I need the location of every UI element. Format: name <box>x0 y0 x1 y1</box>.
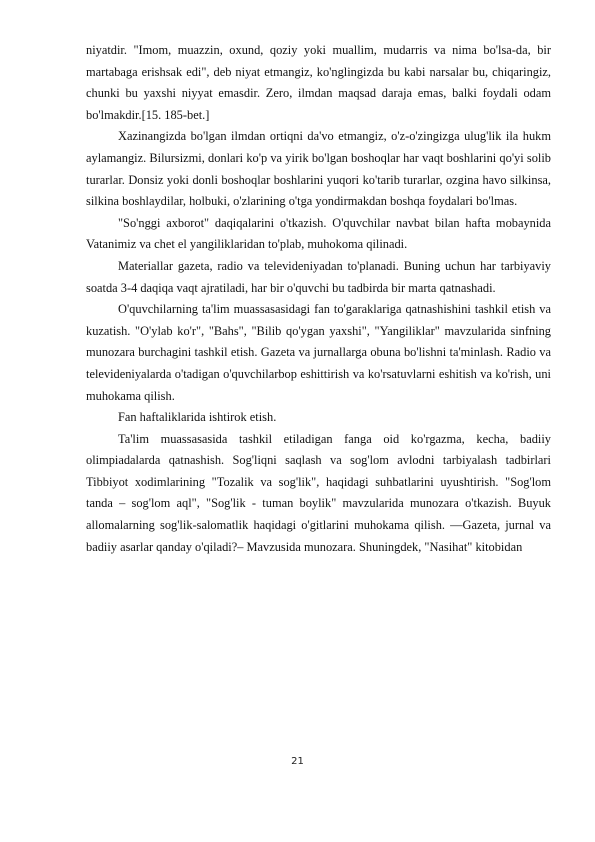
paragraph-7: Ta'lim muassasasida tashkil etiladigan fanga oid ko'rgazma, kecha, badiiy olimpiadalarda qatnashish. Sog'liqni saqlash va sog'lom avlodni tarbiyalash tadbirlari Tibbiyot xodimlarining "Tozalik va sog'lik", haqidagi suhbatlarini uyushtirish. "Sog'lom tanda – sog'lom aql", "Sog'lik - tuman boylik" mavzularida munozara o'tkazish. Buyuk allomalarning sog'lik-salomatlik haqidagi o'gitlarini muhokama qilish. —Gazeta, jurnal va badiiy asarlar qanday o'qiladi?– Mavzusida munozara. Shuningdek, "Nasihat" kitobidan <box>86 431 551 554</box>
page-number: 21 <box>291 756 304 767</box>
paragraph-3: "So'nggi axborot" daqiqalarini o'tkazish. O'quvchilar navbat bilan hafta mobaynida Vatanimiz va chet el yangiliklaridan to'plab, muhokoma qilinadi. <box>86 215 551 252</box>
paragraph-4: Materiallar gazeta, radio va televideniyadan to'planadi. Buning uchun har tarbiyaviy soatda 3-4 daqiqa vaqt ajratiladi, har bir o'quvchi bu tadbirda bir marta qatnashadi. <box>86 258 551 295</box>
paragraph-6: Fan haftaliklarida ishtirok etish. <box>118 410 277 425</box>
paragraph-2: Xazinangizda bo'lgan ilmdan ortiqni da'vo etmangiz, o'z-o'zingizga ulug'lik ila hukm aylamangiz. Bilursizmi, donlari ko'p va yirik bo'lgan boshoqlar har vaqt boshlarini qo'yi solib turarlar. Donsiz yoki donli boshoqlar boshlarini yuqori ko'tarib turarlar, ozgina havo silkinsa, silkina boshlaydilar, holbuki, o'zlarining o'tga yondirmakdan boshqa foydalari bo'lmas. <box>86 129 551 209</box>
paragraph-5: O'quvchilarning ta'lim muassasasidagi fan to'garaklariga qatnashishini tashkil etish va kuzatish. "O'ylab ko'r", "Bahs", "Bilib qo'ygan yaxshi", "Yangiliklar" mavzularida sinfning munozara burchagini tashkil etish. Gazeta va jurnallarga obuna bo'lishni ta'minlash. Radio va televideniyalarda o'tadigan o'quvchilarbop eshittirish va ko'rsatuvlarni eshitish va ko'rish, uni muhokama qilish. <box>86 302 551 403</box>
paragraph-1: niyatdir. "Imom, muazzin, oxund, qoziy yoki muallim, mudarris va nima bo'lsa-da, bir martabaga erishsak edi", deb niyat etmangiz, ko'nglingizda bu kabi narsalar bu, chiqaringiz, chunki bu yaxshi niyyat emasdir. Zero, ilmdan maqsad daraja emas, balki foydali odam bo'lmakdir.[15. 185-bet.] <box>86 43 551 122</box>
document-page <box>86 40 551 558</box>
